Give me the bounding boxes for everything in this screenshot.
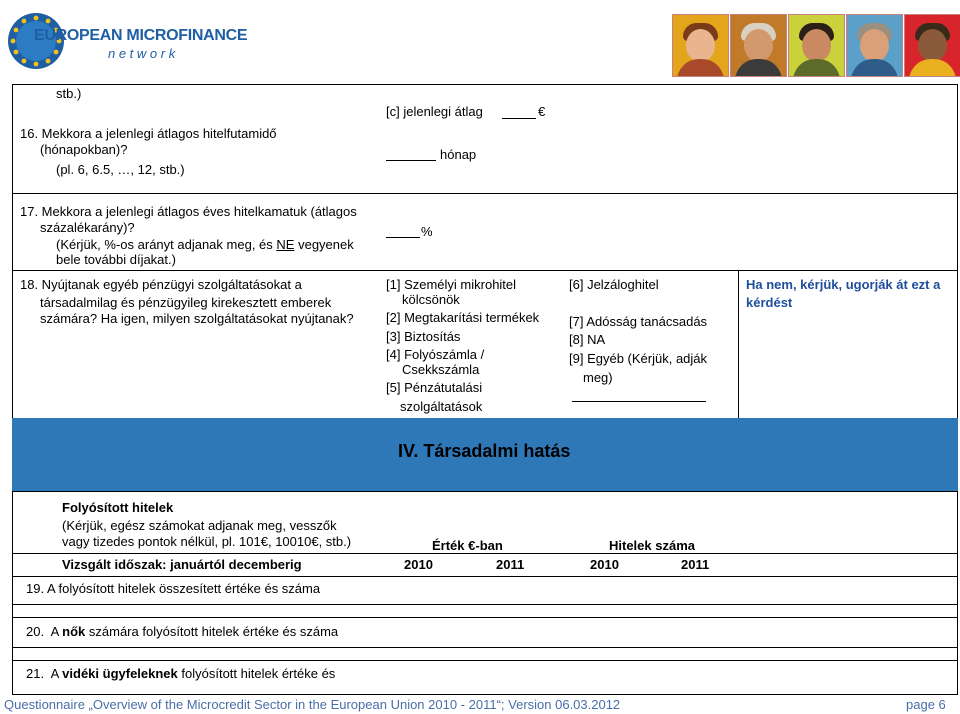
q17-note-text: (Kérjük, %-os arányt adjanak meg, és <box>56 237 273 252</box>
portrait-woman-curly-photo <box>788 14 845 77</box>
q20-label-emphasis: nők <box>62 624 86 639</box>
year-header-value-2011: 2011 <box>496 557 525 572</box>
q21-label-post: folyósított hitelek értéke és <box>177 666 336 681</box>
period-label: Vizsgált időszak: januártól decemberig <box>62 557 302 572</box>
q18-skip-instruction-line1: Ha nem, kérjük, ugorják át ezt a <box>746 277 941 292</box>
q18-option-1[interactable]: [1] Személyi mikrohitel <box>386 277 517 292</box>
value-column-header: Érték €-ban <box>432 538 503 553</box>
q17-label-line1: 17. Mekkora a jelenlegi átlagos éves hitelkamatuk (átlagos <box>20 204 357 219</box>
footer-document-title: Questionnaire „Overview of the Microcredit Sector in the European Union 2010 - 2011“; Version 06.03.2012 <box>4 697 621 712</box>
q18-option-9-cont: meg) <box>583 370 613 385</box>
q16-label-line3: (pl. 6, 6.5, …, 12, stb.) <box>56 162 185 177</box>
q21-label <box>26 666 335 682</box>
q16-unit-label: hónap <box>440 147 477 162</box>
q17-answer-input[interactable] <box>386 237 420 238</box>
euro-unit-label: € <box>538 104 546 119</box>
q17-label-line2: százalékarány)? <box>40 220 135 235</box>
portrait-woman-red-photo <box>904 14 960 77</box>
year-header-value-2010: 2010 <box>404 557 433 572</box>
q17-ne-emphasis: NE <box>276 237 295 252</box>
section-title: IV. Társadalmi hatás <box>398 441 571 461</box>
q19-label: 19. A folyósított hitelek összesített értéke és száma <box>26 581 321 596</box>
loans-table-note-line1: (Kérjük, egész számokat adjanak meg, vesszők <box>62 518 337 533</box>
q18-option-2[interactable]: [2] Megtakarítási termékek <box>386 310 540 325</box>
q18-label-line2: társadalmilag és pénzügyileg kirekesztett emberek <box>40 295 332 310</box>
q18-option-1-cont: kölcsönök <box>402 292 460 307</box>
section-header-band <box>12 418 958 491</box>
q18-option-5[interactable]: [5] Pénzátutalási <box>386 380 483 395</box>
q21-label-emphasis: vidéki ügyfeleknek <box>62 666 178 681</box>
portrait-man-photo <box>730 14 787 77</box>
logo-text-line1: EUROPEAN MICROFINANCE <box>34 27 248 44</box>
q18-other-input[interactable] <box>572 401 706 402</box>
current-average-label: [c] jelenlegi átlag <box>386 104 483 119</box>
q18-option-4[interactable]: [4] Folyószámla / <box>386 347 485 362</box>
current-average-input[interactable] <box>502 118 536 119</box>
q18-option-9[interactable]: [9] Egyéb (Kérjük, adják <box>569 351 708 366</box>
year-header-count-2010: 2010 <box>590 557 619 572</box>
q20-label <box>26 624 338 640</box>
q18-option-5-cont: szolgáltatások <box>400 399 483 414</box>
count-column-header: Hitelek száma <box>609 538 695 553</box>
q20-label-post: számára folyósított hitelek értéke és száma <box>85 624 339 639</box>
portrait-woman-photo <box>672 14 729 77</box>
q17-label-line4: bele további díjakat.) <box>56 252 176 267</box>
loans-table-title: Folyósított hitelek <box>62 500 174 515</box>
year-header-count-2011: 2011 <box>681 557 710 572</box>
q16-label-line2: (hónapokban)? <box>40 142 128 157</box>
q18-option-4-cont: Csekkszámla <box>402 362 480 377</box>
q21-label-pre: 21. A <box>26 666 63 681</box>
q18-option-7[interactable]: [7] Adósság tanácsadás <box>569 314 708 329</box>
q18-option-8[interactable]: [8] NA <box>569 332 606 347</box>
q18-option-3[interactable]: [3] Biztosítás <box>386 329 461 344</box>
q17-note-text-2: vegyenek <box>298 237 354 252</box>
footer-page-number: page 6 <box>906 697 946 712</box>
portrait-man-smiling-photo <box>846 14 903 77</box>
q17-label-line3 <box>56 237 354 253</box>
q16-label-line1: 16. Mekkora a jelenlegi átlagos hitelfutamidő <box>20 126 277 141</box>
q18-skip-instruction-line2: kérdést <box>746 295 793 310</box>
q17-unit-label: % <box>421 224 433 239</box>
q16-answer-input[interactable] <box>386 160 436 161</box>
emn-logo <box>6 6 248 78</box>
loans-table-note-line2: vagy tizedes pontok nélkül, pl. 101€, 10010€, stb.) <box>62 534 352 549</box>
q18-label-line3: számára? Ha igen, milyen szolgáltatásokat nyújtanak? <box>40 311 354 326</box>
q18-option-6[interactable]: [6] Jelzáloghitel <box>569 277 659 292</box>
q20-label-pre: 20. A <box>26 624 63 639</box>
previous-row-label: stb.) <box>56 86 82 101</box>
q18-label-line1: 18. Nyújtanak egyéb pénzügyi szolgáltatásokat a <box>20 277 302 292</box>
logo-text-line2: n e t w o r k <box>108 46 176 61</box>
